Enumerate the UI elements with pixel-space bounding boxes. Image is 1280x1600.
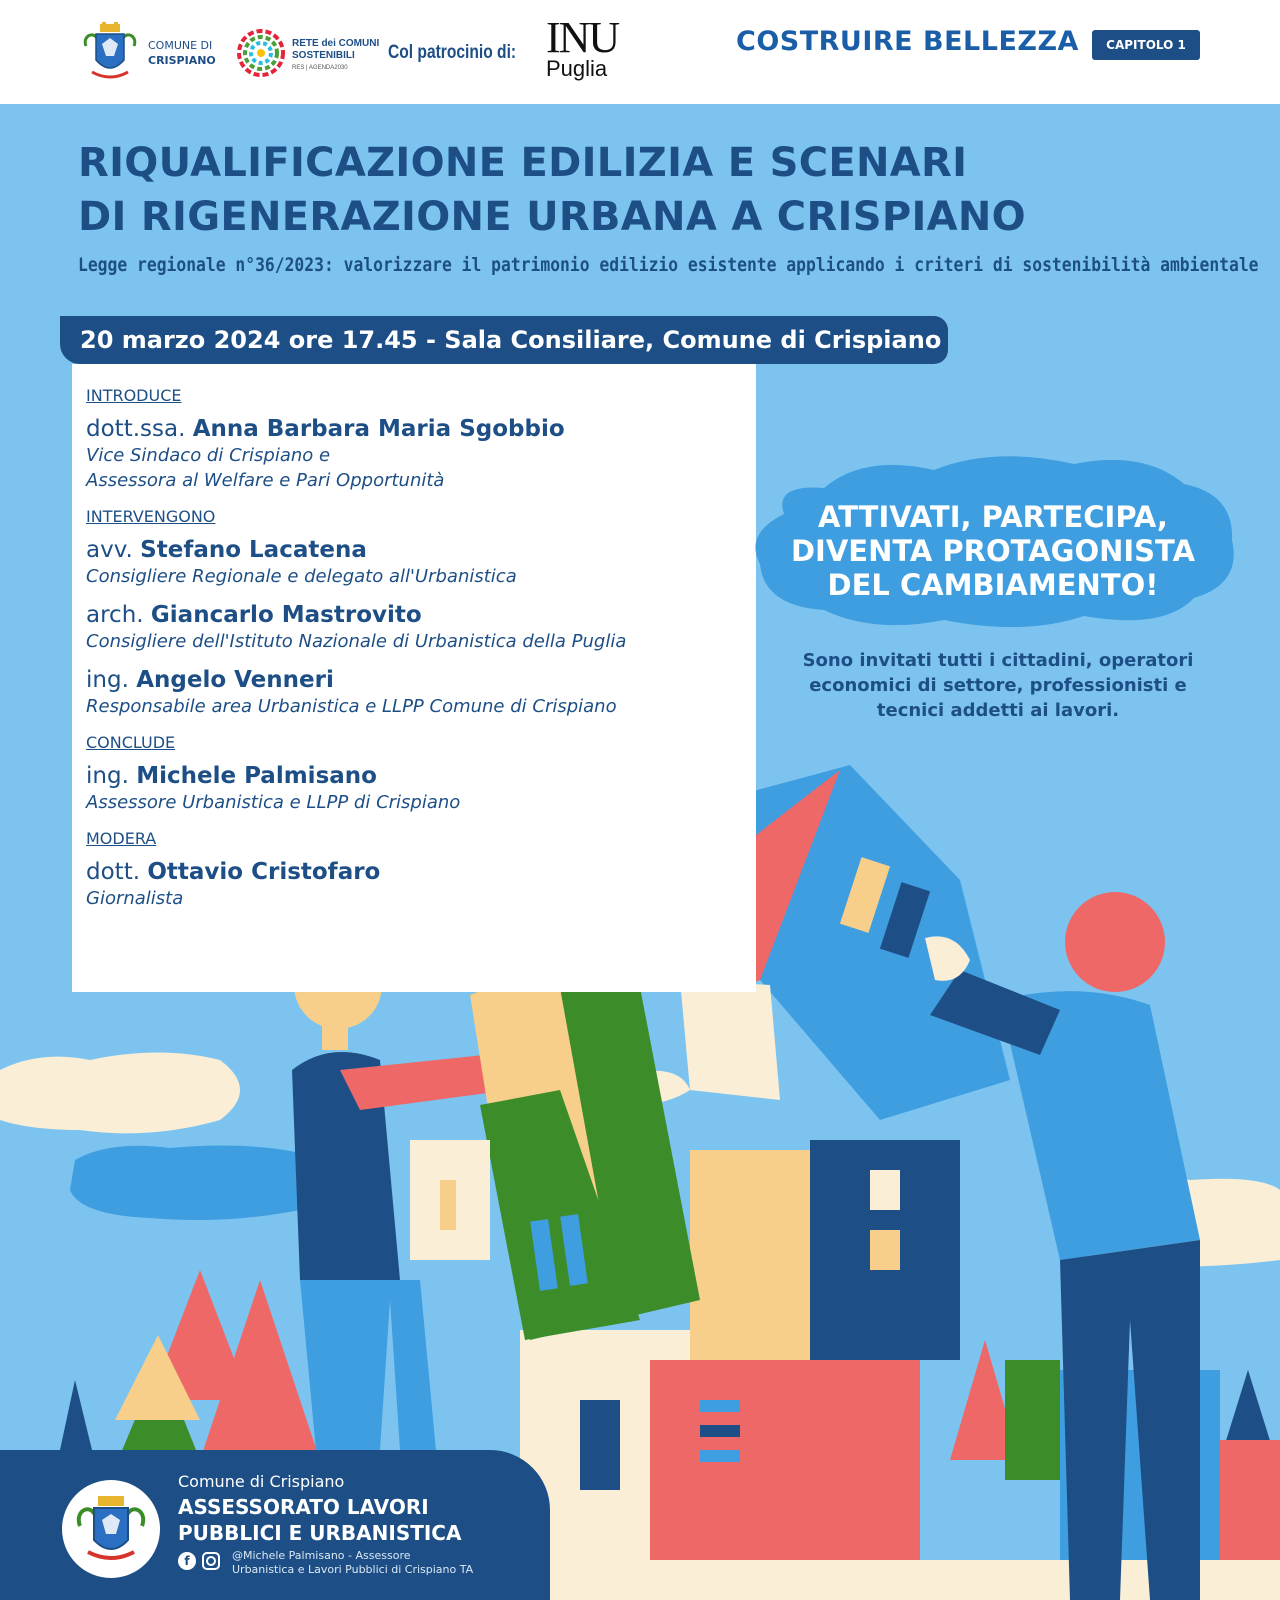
speaker-role: Vice Sindaco di Crispiano e [86, 445, 331, 466]
social-icons [178, 1552, 220, 1570]
group-intervengono [86, 507, 756, 719]
group-conclude [86, 733, 756, 815]
window-coral-1 [700, 1400, 740, 1412]
rete-comuni-sostenibili-icon [236, 26, 286, 80]
chapter-badge: CAPITOLO 1 [1092, 30, 1200, 60]
section-label-intervengono: INTERVENGONO [86, 507, 216, 526]
speaker-item [86, 858, 756, 911]
footer-dept-line2: PUBBLICI E URBANISTICA [178, 1521, 462, 1545]
speaker-prefix: avv. [86, 537, 133, 563]
speaker-prefix: dott.ssa. [86, 416, 186, 442]
footer-department [178, 1494, 461, 1546]
speaker-fullname: Giancarlo Mastrovito [150, 602, 422, 628]
facebook-icon[interactable]: f [178, 1552, 196, 1570]
rete-line3: RES | AGENDA2030 [292, 65, 348, 71]
comune-line2: CRISPIANO [148, 54, 216, 67]
speaker-item [86, 601, 756, 654]
speaker-name [86, 601, 756, 629]
speaker-name [86, 666, 756, 694]
comune-logo-text [148, 38, 216, 68]
crispiano-coat-of-arms-icon [80, 22, 140, 84]
event-title-line2: DI RIGENERAZIONE URBANA A CRISPIANO [78, 194, 1026, 240]
comune-line1: COMUNE DI [148, 39, 213, 52]
group-introduce [86, 386, 756, 493]
instagram-icon[interactable] [202, 1552, 220, 1570]
speaker-fullname: Ottavio Cristofaro [147, 859, 381, 885]
speaker-prefix: dott. [86, 859, 141, 885]
footer-handle-line2: Urbanistica e Lavori Pubblici di Crispiano TA [232, 1563, 474, 1576]
invitation-text [770, 648, 1226, 723]
building-coral-ground-left [580, 1400, 620, 1490]
invite-line3: tecnici addetti ai lavori. [876, 700, 1120, 721]
speaker-item [86, 536, 756, 589]
person-left-neck [322, 1020, 348, 1050]
held-building-side-window [440, 1180, 456, 1230]
speaker-role: Responsabile area Urbanistica e LLPP Comune di Crispiano [86, 696, 617, 717]
speaker-name [86, 858, 756, 886]
speaker-role: Assessore Urbanistica e LLPP di Crispiano [86, 792, 461, 813]
cloud-left-blue [70, 1146, 333, 1221]
footer-comune: Comune di Crispiano [178, 1472, 345, 1491]
speaker-item [86, 415, 756, 493]
building-green-small [1005, 1360, 1060, 1480]
speaker-fullname: Stefano Lacatena [140, 537, 367, 563]
program-panel [72, 364, 756, 992]
event-subtitle: Legge regionale n°36/2023: valorizzare il patrimonio edilizio esistente applicando i criteri di sostenibilità ambientale [78, 254, 1259, 276]
inu-logo-sub: Puglia [546, 56, 608, 81]
rete-line1: RETE dei COMUNI [292, 38, 380, 49]
speaker-fullname: Anna Barbara Maria Sgobbio [192, 416, 565, 442]
speaker-name [86, 415, 756, 443]
rete-logo-text [292, 38, 379, 74]
rete-line2: SOSTENIBILI [292, 50, 355, 61]
call-to-action [744, 500, 1242, 602]
speaker-item [86, 666, 756, 719]
event-title-line1: RIQUALIFICAZIONE EDILIZIA E SCENARI [78, 140, 968, 186]
event-title [78, 136, 1026, 244]
speaker-prefix: arch. [86, 602, 144, 628]
speaker-prefix: ing. [86, 763, 129, 789]
header-bar [0, 0, 1280, 104]
speaker-item [86, 762, 756, 815]
footer-seal [62, 1480, 160, 1578]
cta-line2: DIVENTA PROTAGONISTA [790, 534, 1196, 568]
speaker-prefix: ing. [86, 667, 129, 693]
section-label-introduce: INTRODUCE [86, 386, 182, 405]
tree-navy-left [60, 1380, 92, 1450]
speaker-role: Giornalista [86, 888, 184, 909]
crispiano-coat-of-arms-icon [62, 1480, 160, 1578]
person-right-head [1065, 892, 1165, 992]
footer-handle-line1: @Michele Palmisano - Assessore [232, 1549, 411, 1562]
window-coral-2 [700, 1425, 740, 1437]
window-coral-3 [700, 1450, 740, 1462]
speaker-role: Consigliere dell'Istituto Nazionale di Urbanistica della Puglia [86, 631, 627, 652]
section-label-modera: MODERA [86, 829, 157, 848]
speaker-role: Consigliere Regionale e delegato all'Urbanistica [86, 566, 517, 587]
section-label-conclude: CONCLUDE [86, 733, 176, 752]
inu-logo: INU [546, 13, 619, 62]
invite-line2: economici di settore, professionisti e [809, 675, 1187, 696]
brand-title: COSTRUIRE BELLEZZA [736, 26, 1079, 57]
footer-social-handle [232, 1549, 473, 1577]
cta-line1: ATTIVATI, PARTECIPA, [818, 500, 1168, 534]
floating-house-cream [680, 980, 780, 1100]
speaker-name [86, 762, 756, 790]
cloud-left [0, 1053, 240, 1134]
window-navy-2 [870, 1230, 900, 1270]
speaker-name [86, 536, 756, 564]
speaker-fullname: Angelo Venneri [136, 667, 334, 693]
cta-line3: DEL CAMBIAMENTO! [827, 568, 1159, 602]
footer-dept-line1: ASSESSORATO LAVORI [178, 1495, 429, 1519]
speaker-fullname: Michele Palmisano [136, 763, 377, 789]
window-navy-1 [870, 1170, 900, 1210]
speaker-role: Assessora al Welfare e Pari Opportunità [86, 470, 445, 491]
group-modera [86, 829, 756, 911]
date-location-banner: 20 marzo 2024 ore 17.45 - Sala Consiliare, Comune di Crispiano [60, 316, 948, 364]
invite-line1: Sono invitati tutti i cittadini, operatori [802, 650, 1194, 671]
patrocinio-label: Col patrocinio di: [388, 42, 517, 63]
